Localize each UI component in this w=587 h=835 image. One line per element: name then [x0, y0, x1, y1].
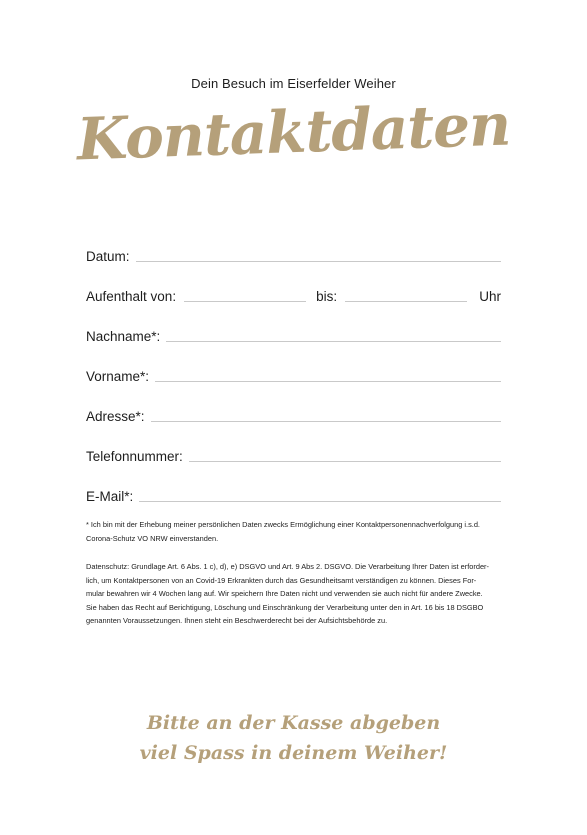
footer-line-1: Bitte an der Kasse abgeben: [146, 712, 441, 734]
aufenthalt-von-field[interactable]: [184, 301, 306, 302]
nachname-row: [86, 325, 501, 345]
adresse-field[interactable]: [151, 421, 501, 422]
datum-field[interactable]: [136, 261, 501, 262]
aufenthalt-label: Aufenthalt von:: [86, 289, 177, 304]
aufenthalt-row: [86, 285, 501, 305]
consent-line: Corona-Schutz VO NRW einverstanden.: [86, 533, 219, 543]
datum-row: [86, 245, 501, 265]
vorname-label: Vorname*:: [86, 369, 150, 384]
page-title: Kontaktdaten: [75, 90, 512, 174]
email-row: [86, 485, 501, 505]
consent-note: [86, 518, 506, 545]
aufenthalt-bis-field[interactable]: [345, 301, 467, 302]
nachname-label: Nachname*:: [86, 329, 161, 344]
privacy-note: [86, 560, 506, 628]
consent-line: * Ich bin mit der Erhebung meiner persönlichen Daten zwecks Ermöglichung einer Kontaktpersonennachverfolgung i.s.d.: [86, 520, 480, 529]
datum-label: Datum:: [86, 249, 130, 264]
uhr-label: Uhr: [479, 289, 501, 304]
privacy-line: genannten Voraussetzungen. Ihnen steht ein Beschwerderecht bei der Aufsichtsbehörde zu.: [86, 616, 388, 626]
bis-label: bis:: [316, 289, 338, 304]
telefon-field[interactable]: [189, 461, 501, 462]
privacy-line: Datenschutz: Grundlage Art. 6 Abs. 1 c), d), e) DSGVO und Art. 9 Abs 2. DSGVO. Die Verarbeitung Ihrer Daten ist erforder-: [86, 562, 489, 571]
adresse-row: [86, 405, 501, 425]
footer-line-2: viel Spass in deinem Weiher!: [139, 742, 448, 764]
privacy-line: mular bewahren wir 4 Wochen lang auf. Wir speichern Ihre Daten nicht und verwenden sie auch nicht für andere Zwecke.: [86, 589, 483, 599]
vorname-row: [86, 365, 501, 385]
email-field[interactable]: [139, 501, 501, 502]
telefon-label: Telefonnummer:: [86, 449, 183, 464]
email-label: E-Mail*:: [86, 489, 134, 504]
telefon-row: [86, 445, 501, 465]
adresse-label: Adresse*:: [86, 409, 145, 424]
privacy-line: Sie haben das Recht auf Berichtigung, Löschung und Einschränkung der Verarbeitung unter den in Art. 16 bis 18 DSGBO: [86, 602, 484, 612]
subtitle: Dein Besuch im Eiserfelder Weiher: [191, 76, 396, 91]
vorname-field[interactable]: [155, 381, 501, 382]
nachname-field[interactable]: [166, 341, 501, 342]
privacy-line: lich, um Kontaktpersonen von an Covid-19 Erkrankten durch das Gesundheitsamt verständigen zu können. Dieses For-: [86, 575, 477, 585]
